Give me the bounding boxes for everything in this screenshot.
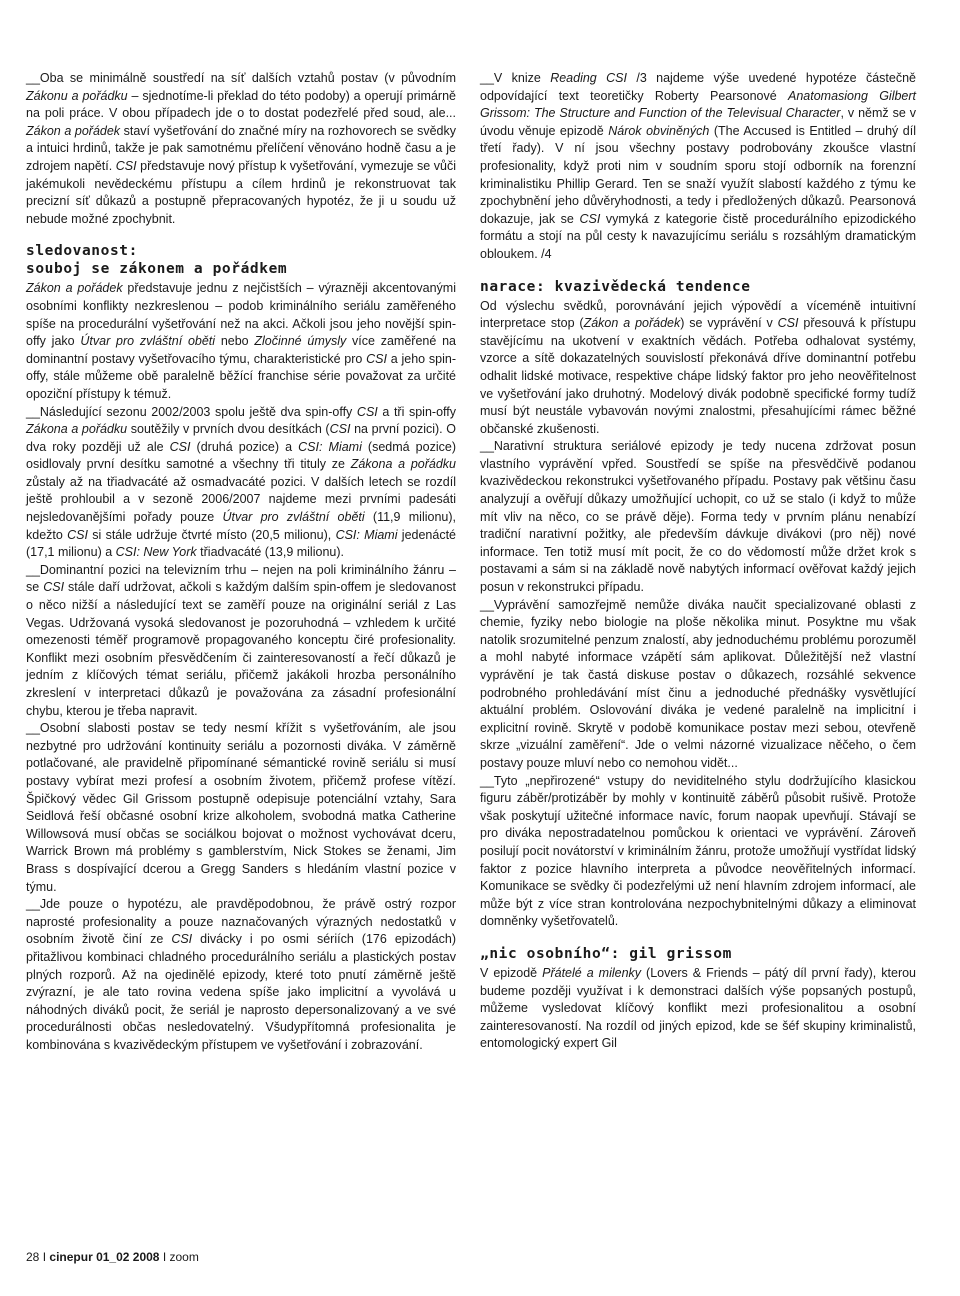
body-paragraph bbox=[480, 438, 916, 596]
magazine-name: cinepur 01_02 2008 bbox=[49, 1250, 160, 1264]
body-paragraph bbox=[26, 70, 456, 228]
italic-title: CSI: Miami bbox=[298, 439, 362, 454]
body-paragraph bbox=[26, 280, 456, 403]
italic-title: Útvar pro zvláštní oběti bbox=[80, 334, 216, 349]
text-run: , v němž se v úvodu věnuje epizodě bbox=[480, 106, 916, 138]
text-run: a tři spin-offy bbox=[377, 404, 456, 419]
text-run: – sjednotíme-li překlad do této podoby) a operují primárně na poli práce. V obou případech jde o to dostat podezřelé před soud, ale... bbox=[26, 88, 456, 121]
text-run: stále daří udržovat, ačkoli s každým dalším spin-offem je sledovanost o něco nižší a následující text se zaměří pouze na originální seriál z Las Vegas. Udržovaná vysoká sledovanost je pozoruhodná – vzhledem k určité omezenosti téměř programově propagovaného konceptu čiré profesionality. Konflikt mezi osobním přesvědčením či zainteresovaností a řečí důkazů je jedním z klíčových témat seriálu, přičemž jakákoli hrozba personálního zkreslení v interpretaci důkazů je považována za zásadní profesionální chybu, kterou je třeba napravit. bbox=[26, 580, 456, 718]
italic-title: Nárok obviněných bbox=[608, 123, 710, 138]
italic-title: CSI bbox=[356, 404, 378, 419]
italic-title: CSI bbox=[329, 422, 351, 437]
italic-title: CSI bbox=[43, 580, 65, 595]
text-run: (Lovers & Friends – pátý díl první řady), kterou budeme později využívat i k demonstraci dalších výše popsaných postupů, můžeme vysledovat klíčový konflikt mezi profesionalitou a osobní zainteresovaností. Na rozdíl od jiných epizod, kde se šéf skupiny kriminalistů, entomologický expert Gil bbox=[480, 965, 917, 1051]
body-paragraph bbox=[26, 720, 456, 896]
section-heading bbox=[26, 242, 456, 278]
section-name: zoom bbox=[169, 1250, 199, 1264]
body-paragraph bbox=[480, 298, 916, 439]
text-run: vymyká z kategorie čistě procedurálního epizodického formátu a stojí na půl cesty k navazujícímu seriálu s rozsáhlým dramatickým obloukem. /4 bbox=[480, 211, 917, 261]
italic-title: CSI bbox=[366, 351, 387, 366]
italic-title: CSI: New York bbox=[115, 545, 197, 560]
text-run: divácky i po osmi sériích (176 epizodách) přitažlivou kombinaci chladného procedurálního seriálu a plastických postav plných rozporů. Až na ojedinělé epizody, které toto pnutí záměrně ještě zvýrazní, je ale tato rovina vedena spíše jako implicitní a vyvolává u náhodných diváků pocit, že seriál je naprosto depersonalizovaný a ve své procedurálnosti občas nesledovatelný. Všudypřítomná profesionalita je kombinována s kvazivědeckým přístupem ve vyšetřování i zobrazování. bbox=[26, 932, 456, 1052]
text-run: Následující sezonu 2002/2003 spolu ještě dva spin-offy bbox=[39, 404, 357, 419]
italic-title: CSI bbox=[171, 932, 193, 947]
text-run: Od výslechu svědků, porovnávání jejich výpovědí a víceméně intuitivní interpretace stop ( bbox=[480, 298, 916, 331]
text-run: představuje jednu z nejčistších – výrazněji akcentovanými osobními konflikty nezkreslenou – podob kriminálního seriálu zaměřeného spíše na procedurální vyšetřování než na akci. Ačkoli jsou jeho novější spin-offy jako bbox=[26, 281, 457, 349]
text-run: na první pozici). O dva roky později už ale bbox=[26, 422, 457, 454]
text-run: nebo bbox=[215, 334, 255, 349]
italic-title: CSI bbox=[115, 158, 137, 173]
italic-title: Zákon a pořádek bbox=[26, 123, 121, 138]
text-run: Narativní struktura seriálové epizody je tedy nucena zdržovat posun vlastního vyprávění vpřed. Soustředí se spíše na přesvědčivě podanou kvazivědeckou rekonstrukci vyšetřovaného případu. Postavy pak většinu času analyzují a ověřují důkazy umožňující uchopit, co už se stalo (i když to může mít vliv na něco, co se právě děje). Forma tedy v prvním plánu nenabízí tradiční narativní požitky, ale především dávkuje divákovi (pro něj) nové informace. Ten totiž musí mít pocit, že co do vědomostí může držet krok s postavami a sám si na základě nově nabytých informací ověřovat každý jejich posun v rekonstrukci případu. bbox=[480, 439, 916, 595]
italic-title: Zákona a pořádku bbox=[350, 457, 456, 472]
section-heading bbox=[480, 945, 916, 963]
text-run: soutěžily v prvních dvou desítkách ( bbox=[127, 422, 330, 437]
text-run: (druhá pozice) a bbox=[190, 439, 299, 454]
footer-separator: I bbox=[162, 1250, 167, 1264]
body-paragraph bbox=[480, 965, 916, 1053]
text-run: ) se vyprávění v bbox=[680, 316, 778, 331]
italic-title: Zákona a pořádku bbox=[26, 422, 128, 437]
text-run: více zaměřené na dominantní postavy vyšetřovacího týmu, charakteristické pro bbox=[26, 334, 456, 366]
italic-title: Anatomasiong Gilbert Grissom: The Structure and Function of the Televisual Character bbox=[480, 88, 917, 121]
italic-title: CSI bbox=[169, 439, 191, 454]
text-run: představuje nový přístup k vyšetřování, vymezuje se vůči jakémukoli nevědeckému přístupu a cílem hrdinů je rekonstruovat tak precizní síť důkazů a postupně přepracovaných hypotéz, že ji u soudu už nebude možné zpochybnit. bbox=[26, 158, 456, 226]
body-paragraph bbox=[480, 597, 916, 773]
text-run: V epizodě bbox=[480, 965, 543, 980]
italic-title: CSI bbox=[67, 527, 88, 542]
body-paragraph bbox=[26, 404, 456, 562]
text-run: Oba se minimálně soustředí na síť dalších vztahů postav (v původním bbox=[39, 71, 456, 85]
section-heading-line: sledovanost: bbox=[26, 243, 138, 260]
text-run: (The Accused is Entitled – druhý díl třetí řady). V ní jsou všechny postavy podrobovány zkoušce vlastní profesionality, když proti nim v soudním sporu stojí odborník na forenzní kriminalistiku Phillip Gerard. Ten se snaží využít slabostí každého z týmu ke zpochybnění jeho důvěryhodnosti, a tedy i předložených důkazů. Pearsonová dokazuje, jak se bbox=[480, 123, 916, 226]
section-heading bbox=[480, 278, 916, 296]
footer-separator: I bbox=[42, 1250, 47, 1264]
italic-title: Přátelé a milenky bbox=[542, 965, 642, 980]
text-run: staví vyšetřování do značné míry na rozhovorech se svědky a intuici hrdinů, takže je pak samotnému přelíčení věnováno hodně času a je zdrojem napětí. bbox=[26, 123, 456, 173]
italic-title: Útvar pro zvláštní oběti bbox=[222, 510, 365, 525]
text-run: třiadvacáté (13,9 milionu). bbox=[196, 545, 344, 560]
left-column bbox=[26, 70, 456, 1054]
section-heading-line: „nic osobního“: gil grissom bbox=[480, 945, 732, 962]
italic-title: CSI bbox=[579, 211, 601, 226]
text-run: Jde pouze o hypotézu, ale pravděpodobnou, že právě ostrý rozpor naprosté profesionality a pouze naznačovaných výrazných nedostatků v osobním životě činí ze bbox=[26, 897, 456, 947]
italic-title: CSI: Miami bbox=[335, 527, 398, 542]
italic-title: Zákon a pořádek bbox=[26, 281, 123, 296]
text-run: Dominantní pozici na televizním trhu – nejen na poli kriminálního žánru – se bbox=[26, 562, 456, 595]
text-run: V knize bbox=[493, 71, 551, 85]
page-number: 28 bbox=[26, 1250, 40, 1264]
text-run: Vyprávění samozřejmě nemůže diváka naučit specializované oblasti z chemie, fyziky nebo biologie na ploše několika minut. Posyktne mu však natolik srozumitelné penzum znalostí, aby jednoduchému problému porozuměl a mohl nabyté informace vzápětí sám aplikovat. Důležitější než vlastní vyprávění je tak častá diskuse postav o důkazech, rozsáhlé sekvence podrobného prohledávání míst činu a jednoduché přednášky vysvětlující aktuální problém. Oslovování diváka je vedené paralelně na implicitní i explicitní rovině. Skrytě v podobě komunikace postav mezi sebou, otevřeně skrze „vizuální zaměření“. Jde o velmi názorné vizualizace něčeho, o čem postavy pouze mluví nebo co nemohou vidět... bbox=[480, 597, 916, 770]
text-run: /3 najdeme výše uvedené hypotéze částečně odpovídající text teoretičky Roberty Pearsonové bbox=[480, 71, 917, 103]
section-heading-line: souboj se zákonem a pořádkem bbox=[26, 261, 288, 278]
body-paragraph bbox=[26, 562, 456, 720]
italic-title: Reading CSI bbox=[550, 71, 627, 85]
italic-title: CSI bbox=[777, 316, 799, 331]
body-paragraph bbox=[480, 773, 916, 931]
text-run: jedenácté (17,1 milionu) a bbox=[26, 527, 456, 560]
body-paragraph bbox=[480, 70, 916, 264]
italic-title: Zákon a pořádek bbox=[583, 316, 681, 331]
text-run: přesouvá k přístupu stavějícímu na ukotvení v exaktních vědách. Potřeba odhalovat systémy, vzorce a sítě dokazatelných souvislostí překonává dříve dominantní potřebu odhalit lidské motivace, respektive chápe lidský faktor pro jeho neověřitelnost ve vyšetřování jako druhotný. Modelový divák podobně specifické formy tudíž musí být neustále vybavován novými znalostmi, přesahujícími rámec běžné občanské zkušenosti. bbox=[480, 316, 917, 436]
text-run: Osobní slabosti postav se tedy nesmí křížit s vyšetřováním, ale jsou nezbytné pro udržování kontinuity seriálu a pozornosti diváka. V záměrně potlačované, ale pravidelně připomínané sémantické rovině seriálu si musí postavy vybírat mezi profesí a osobním životem, přičemž profese vítězí. Špičkový vědec Gil Grissom postupně odepisuje potenciální vztahy, Sara Seidlová řeší občasné osobní krize alkoholem, svobodná matka Catherine Willowsová musí občas se sociálkou bojovat o možnost vychovávat dceru, Warrick Brown má problémy s gamblerstvím, Nick Stokes se ženami, Jim Brass s dospívající dcerou a Gregg Sanders s hledáním vlastní pozice v týmu. bbox=[26, 721, 456, 894]
text-run: a jeho spin-offy, stále můžeme obě paralelně běžící franchise série považovat za určité opoziční přístupy k témuž. bbox=[26, 351, 456, 401]
section-heading-line: narace: kvazivědecká tendence bbox=[480, 278, 751, 295]
text-run: (sedmá pozice) osidlovaly první desítku samotné a všechny tři tituly ze bbox=[26, 439, 456, 472]
italic-title: Zločinné úmysly bbox=[254, 334, 347, 349]
right-column bbox=[480, 70, 916, 1053]
text-run: zůstaly až na třiadvacáté až osmadvacáté pozici. V dalších letech se rozdíl ještě prohloubil a v sezoně 2006/2007 najdeme mezi prvními padesáti nejsledovanějšími pořady pouze bbox=[26, 474, 456, 525]
text-run: Tyto „nepřirozené“ vstupy do neviditelného stylu dodržujícího klasickou figuru záběr/protizáběr by mohly v kontinuitě záběrů působit rušivě. Protože však poskytují užitečné informace navíc, forum naopak upevňují. Stávají se pro diváka nepostradatelnou pomůckou k orientaci ve vyprávění. Zároveň posilují pocit novátorství v kriminálním žánru, protože umožňují vystřídat lidský faktor z pozice hlavního interpreta a původce neověřitelných informací. Komunikace se svědky či podezřelými už není hlavním zdrojem informací, ale může být z více stran kontrolována nezpochybnitelnými důkazy a eliminovat domněnky vyšetřovatelů. bbox=[480, 773, 916, 929]
text-run: si stále udržuje čtvrté místo (20,5 milionu), bbox=[87, 527, 336, 542]
page-footer bbox=[26, 1250, 199, 1264]
text-run: (11,9 milionu), kdežto bbox=[26, 510, 456, 542]
body-paragraph bbox=[26, 896, 456, 1054]
italic-title: Zákonu a pořádku bbox=[26, 88, 128, 103]
